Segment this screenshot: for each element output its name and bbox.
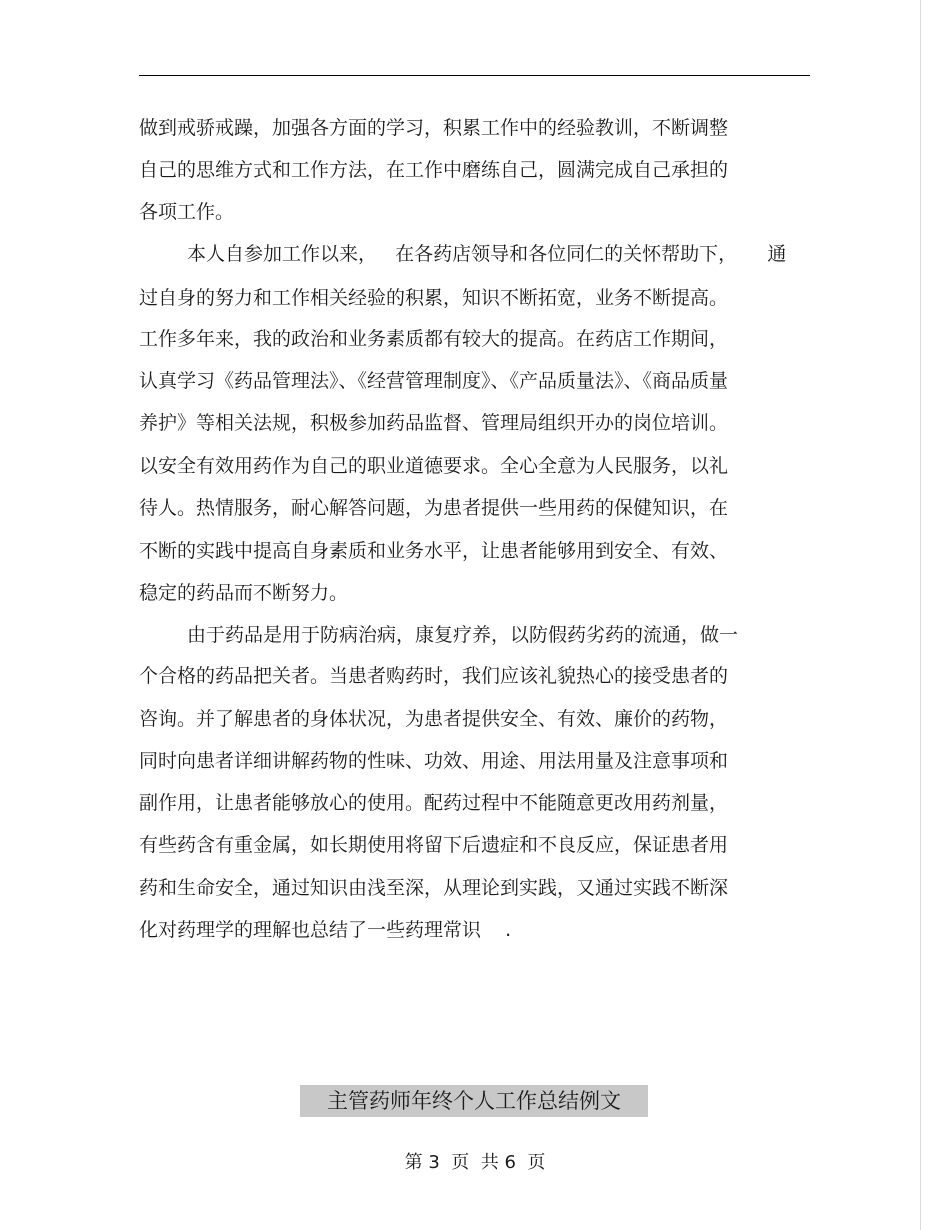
- text-line: 药和生命安全，通过知识由浅至深，从理论到实践，又通过实践不断深: [139, 877, 729, 899]
- text-line: 做到戒骄戒躁，加强各方面的学习，积累工作中的经验教训，不断调整: [139, 117, 729, 139]
- text-line: 由于药品是用于防病治病，康复疗养，以防假药劣药的流通，做一: [187, 624, 739, 646]
- page-edge-divider: [920, 0, 921, 1230]
- text-line: 个合格的药品把关者。当患者购药时，我们应该礼貌热心的接受患者的: [139, 665, 729, 687]
- text-line: 待人。热情服务，耐心解答问题，为患者提供一些用药的保健知识，在: [139, 497, 729, 519]
- text-line: 稳定的药品而不断努力。: [139, 582, 349, 604]
- text-line: 过自身的努力和工作相关经验的积累，知识不断拓宽，业务不断提高。: [139, 287, 729, 309]
- text-line: 工作多年来，我的政治和业务素质都有较大的提高。在药店工作期间，: [139, 328, 729, 350]
- text-line: 咨询。并了解患者的身体状况，为患者提供安全、有效、廉价的药物，: [139, 708, 729, 730]
- header-rule: [139, 75, 810, 76]
- text-line: 认真学习《药品管理法》、《经营管理制度》、《产品质量法》、《商品质量: [139, 370, 729, 392]
- text-line: 不断的实践中提高自身素质和业务水平，让患者能够用到安全、有效、: [139, 540, 729, 562]
- text-line: 自己的思维方式和工作方法，在工作中磨练自己，圆满完成自己承担的: [139, 159, 729, 181]
- text-line: 养护》等相关法规，积极参加药品监督、管理局组织开办的岗位培训。: [139, 412, 729, 434]
- next-document-title: 主管药师年终个人工作总结例文: [300, 1085, 648, 1117]
- text-line: 本人自参加工作以来， 在各药店领导和各位同仁的关怀帮助下， 通: [187, 243, 787, 265]
- text-line: 化对药理学的理解也总结了一些药理常识 .: [139, 919, 512, 941]
- text-line: 副作用，让患者能够放心的使用。配药过程中不能随意更改用药剂量，: [139, 792, 729, 814]
- text-line: 以安全有效用药作为自己的职业道德要求。全心全意为人民服务，以礼: [139, 455, 729, 477]
- text-line: 各项工作。: [139, 201, 235, 223]
- text-line: 同时向患者详细讲解药物的性味、功效、用途、用法用量及注意事项和: [139, 750, 729, 772]
- text-line: 有些药含有重金属，如长期使用将留下后遗症和不良反应，保证患者用: [139, 834, 729, 856]
- page-number: 第 3 页 共 6 页: [404, 1152, 546, 1173]
